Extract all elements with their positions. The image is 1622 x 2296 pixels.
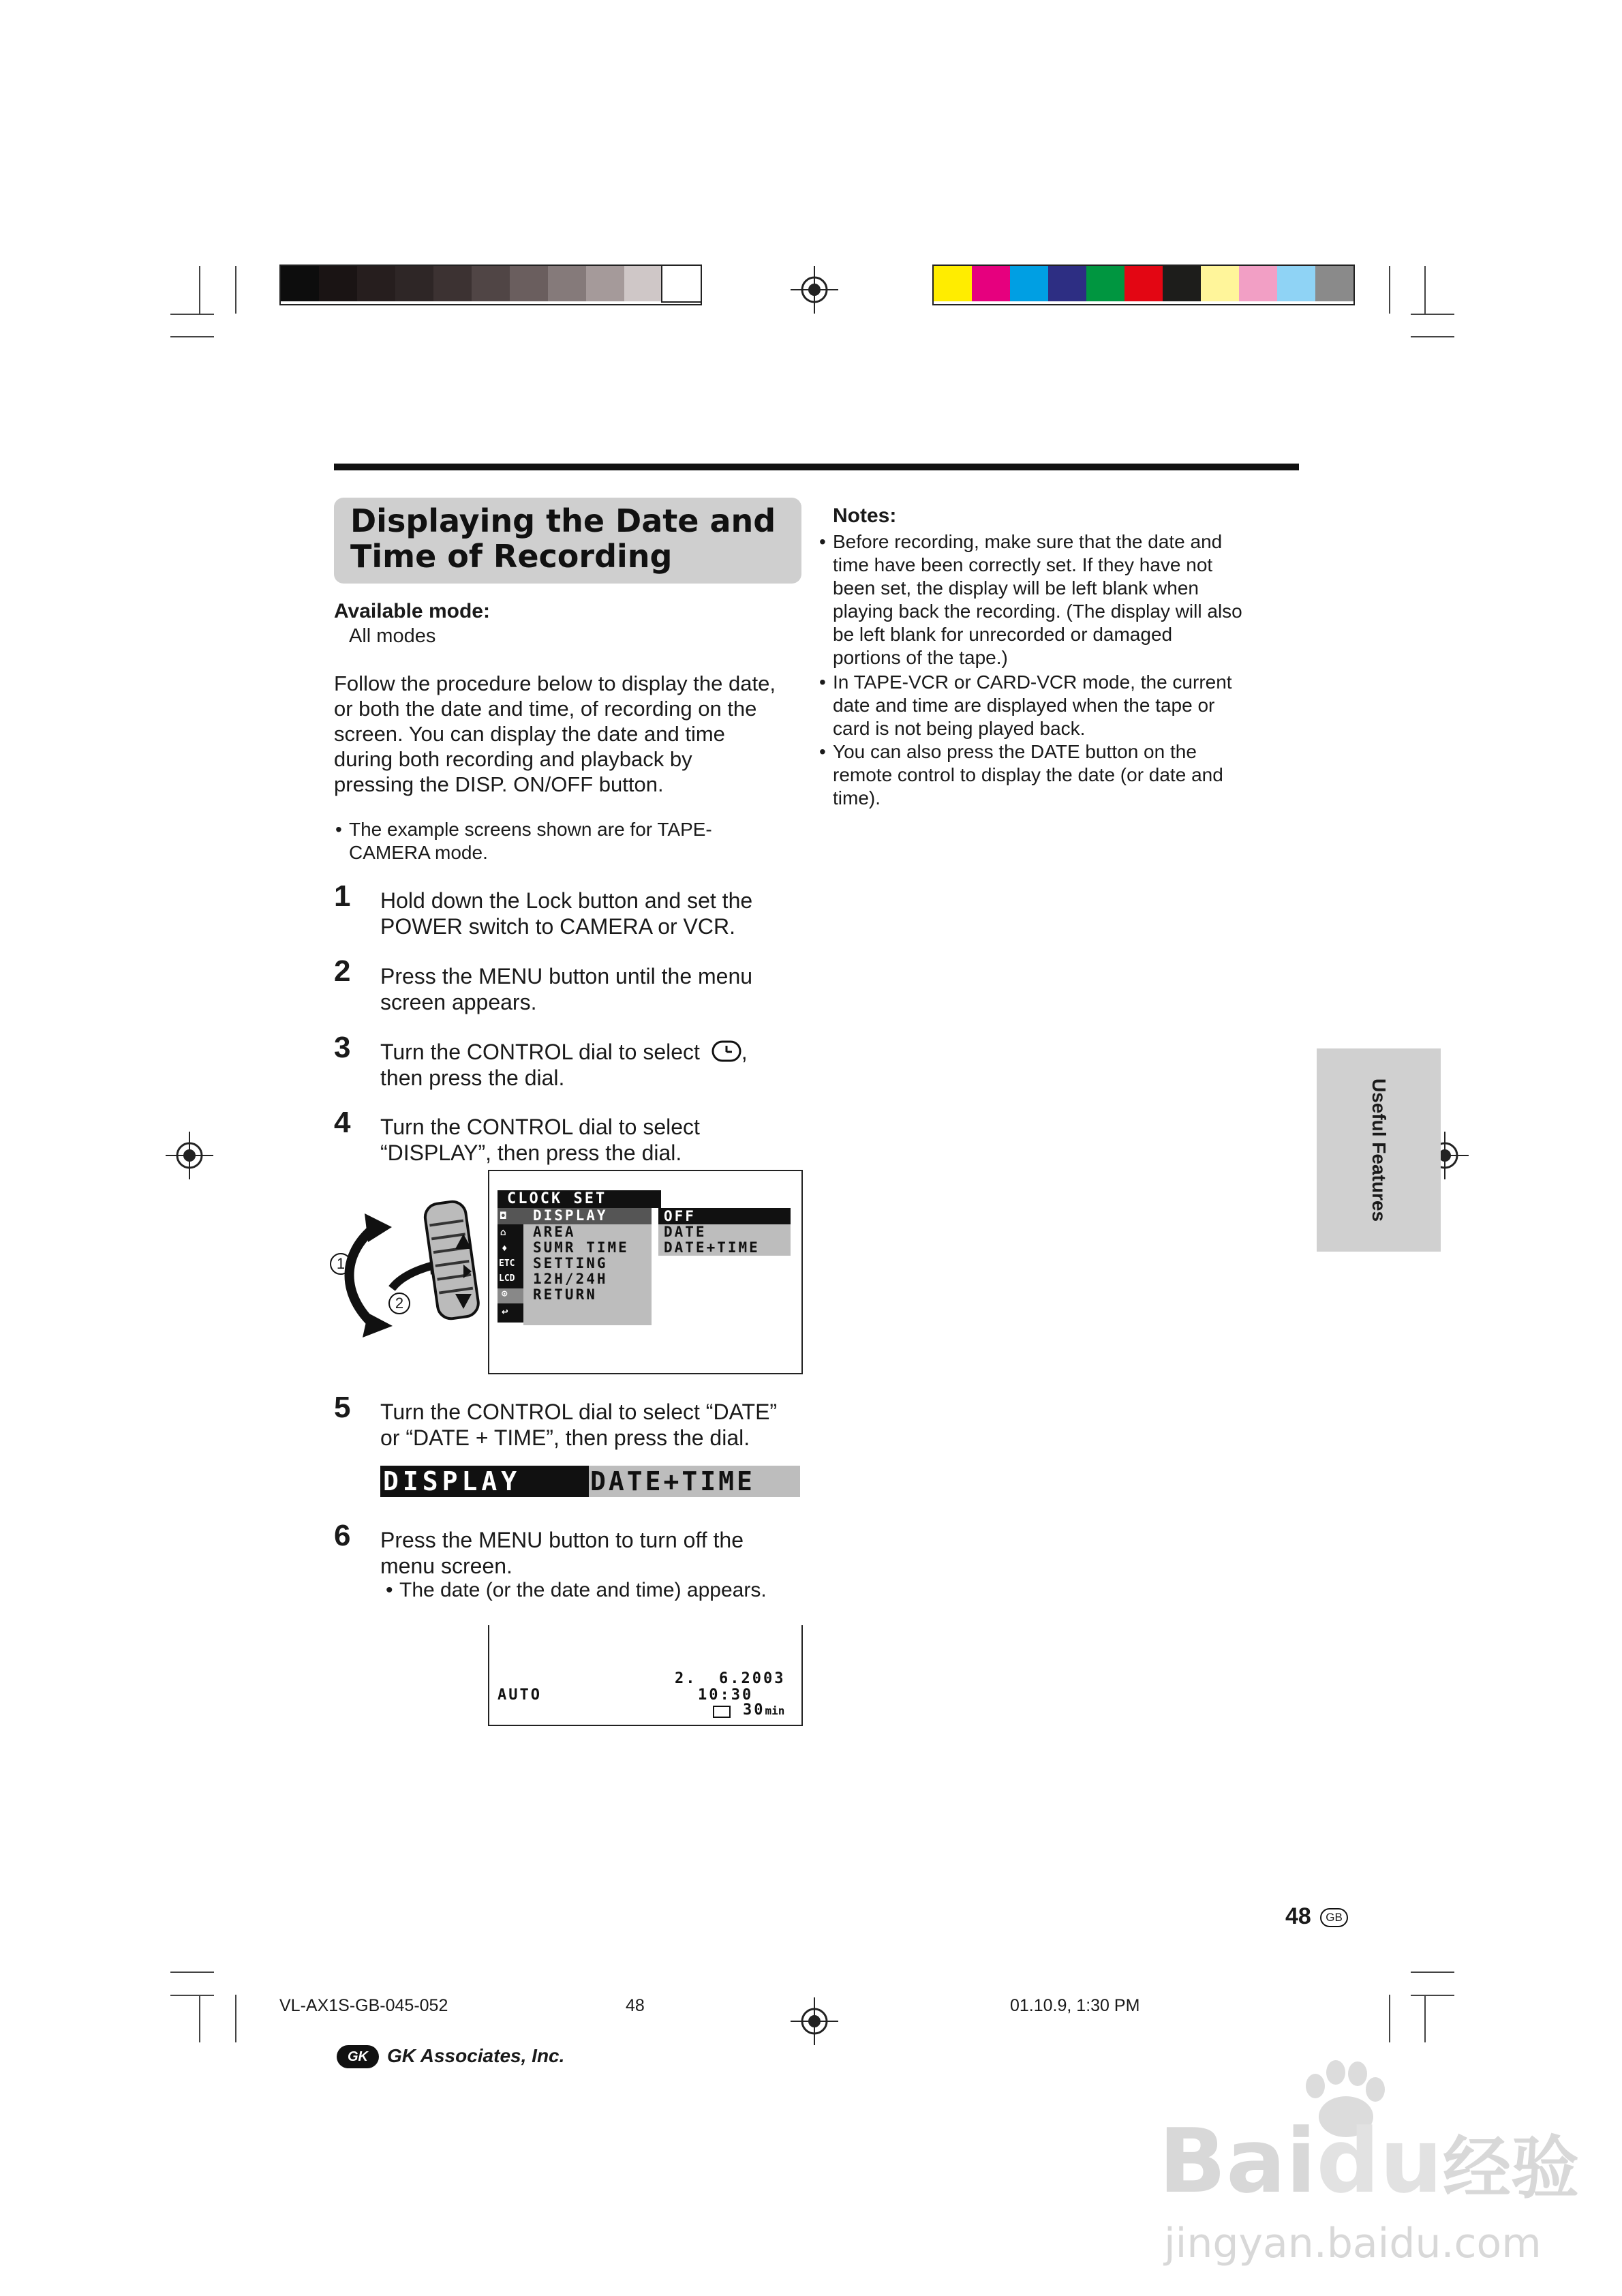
home-icon: ⌂ xyxy=(500,1227,508,1238)
note-line: remote control to display the date (or date and xyxy=(833,764,1223,785)
color-swatch xyxy=(624,266,662,301)
registration-mark-top-icon xyxy=(791,266,838,314)
menu-item-12h-24h: 12H/24H xyxy=(533,1271,608,1287)
color-swatch xyxy=(433,266,472,301)
registration-mark-bottom-icon xyxy=(791,1997,838,2045)
display-bar-right: DATE+TIME xyxy=(590,1466,755,1496)
available-mode-label: Available mode: xyxy=(334,600,490,622)
color-swatch xyxy=(395,266,433,301)
intro-text xyxy=(334,671,811,797)
etc-icon: ETC xyxy=(499,1258,515,1269)
watermark-text-2: du xyxy=(1316,2109,1443,2213)
step-text xyxy=(380,963,752,1015)
option-date-time: DATE+TIME xyxy=(664,1239,760,1256)
mic-icon: ♦ xyxy=(502,1243,510,1254)
intro-line: during both recording and playback by xyxy=(334,747,692,771)
note-item: • Before recording, make sure that the date and time have been correctly set. If they have not been set, the display will be left blank when playing back the recording. (The display will also be left blank for unrecorded or damaged portions of the tape.) xyxy=(833,530,1310,669)
return-icon: ↩ xyxy=(502,1305,510,1318)
color-swatch xyxy=(548,266,586,301)
color-swatch xyxy=(281,266,319,301)
dial-label-1: 1 xyxy=(330,1253,352,1275)
note-line: date and time are displayed when the tape or xyxy=(833,695,1215,716)
lcd-icon: LCD xyxy=(499,1273,515,1284)
step-number: 1 xyxy=(334,879,351,913)
intro-bullet-line: The example screens shown are for TAPE- xyxy=(349,819,712,840)
watermark-text-1: Bai xyxy=(1159,2109,1317,2213)
option-date: DATE xyxy=(664,1224,707,1240)
step-text xyxy=(380,888,752,939)
title-line-2: Time of Recording xyxy=(350,538,673,575)
color-swatch xyxy=(1239,266,1277,301)
watermark-url: jingyan.baidu.com xyxy=(1164,2220,1542,2267)
page-number xyxy=(1285,1903,1348,1930)
note-line: Before recording, make sure that the date and xyxy=(833,531,1223,552)
menu-screen xyxy=(488,1170,803,1374)
step-6-bullet-text: The date (or the date and time) appears. xyxy=(399,1579,767,1601)
color-swatch xyxy=(1277,266,1315,301)
step-6-bullet: • The date (or the date and time) appears. xyxy=(386,1579,767,1601)
intro-line: screen. You can display the date and time xyxy=(334,722,725,746)
gb-badge: GB xyxy=(1320,1908,1348,1927)
step-text xyxy=(380,1114,700,1166)
step-line: then press the dial. xyxy=(380,1066,565,1090)
intro-bullet-line: CAMERA mode. xyxy=(349,842,488,863)
step-line: Turn the CONTROL dial to select “DATE” xyxy=(380,1400,778,1424)
note-line: time). xyxy=(833,787,881,809)
display-bar-left: DISPLAY xyxy=(380,1466,589,1497)
footer-timestamp: 01.10.9, 1:30 PM xyxy=(1010,1996,1140,2015)
color-swatch xyxy=(357,266,395,301)
step-text xyxy=(380,1527,744,1579)
color-swatch xyxy=(1163,266,1201,301)
note-line: time have been correctly set. If they have not xyxy=(833,554,1213,575)
result-date: 2. 6.2003 xyxy=(675,1670,786,1687)
note-line: portions of the tape.) xyxy=(833,647,1008,668)
page-number-value: 48 xyxy=(1285,1903,1311,1929)
intro-line: Follow the procedure below to display the date, xyxy=(334,671,776,695)
color-swatch xyxy=(586,266,624,301)
note-line: In TAPE-VCR or CARD-VCR mode, the current xyxy=(833,671,1232,693)
title-line-1: Displaying the Date and xyxy=(350,502,776,539)
watermark xyxy=(1159,2059,1595,2277)
intro-line: pressing the DISP. ON/OFF button. xyxy=(334,772,664,796)
step-number: 5 xyxy=(334,1391,351,1424)
color-swatch xyxy=(319,266,357,301)
step-line: menu screen. xyxy=(380,1554,512,1578)
step-line: Turn the CONTROL dial to select xyxy=(380,1040,700,1064)
color-swatch xyxy=(1201,266,1239,301)
color-swatch xyxy=(972,266,1010,301)
tape-icon xyxy=(713,1706,731,1718)
footer-logo: GK Associates, Inc. xyxy=(387,2045,565,2066)
result-remaining xyxy=(743,1702,784,1719)
note-line: card is not being played back. xyxy=(833,718,1086,739)
intro-bullet: • The example screens shown are for TAPE- CAMERA mode. xyxy=(349,818,812,864)
camera-icon: ◘ xyxy=(500,1211,508,1222)
menu-title: CLOCK SET xyxy=(498,1190,661,1208)
step-line: Press the MENU button until the menu xyxy=(380,964,753,988)
note-line: been set, the display will be left blank when xyxy=(833,577,1199,599)
note-line: You can also press the DATE button on the xyxy=(833,741,1197,762)
registration-mark-left-icon xyxy=(166,1132,213,1179)
color-swatch xyxy=(472,266,510,301)
clock-icon xyxy=(711,1040,741,1062)
note-line: be left blank for unrecorded or damaged xyxy=(833,624,1173,645)
result-screen xyxy=(488,1625,803,1726)
step-number: 3 xyxy=(334,1031,351,1064)
available-mode-value: All modes xyxy=(349,625,436,647)
menu-item-return: RETURN xyxy=(533,1286,597,1303)
note-item: • In TAPE-VCR or CARD-VCR mode, the current date and time are displayed when the tape or card is not being played back. xyxy=(833,671,1310,740)
note-line: playing back the recording. (The display will also xyxy=(833,601,1242,622)
watermark-text-3: 经验 xyxy=(1442,2128,1579,2208)
color-swatch xyxy=(1124,266,1163,301)
color-swatch xyxy=(1010,266,1048,301)
footer-page: 48 xyxy=(626,1996,645,2015)
clock-menu-icon: ⊙ xyxy=(502,1288,510,1299)
step-line: screen appears. xyxy=(380,990,537,1014)
step-line: or “DATE + TIME”, then press the dial. xyxy=(380,1425,750,1450)
step-number: 2 xyxy=(334,954,351,988)
color-swatch xyxy=(1086,266,1124,301)
gk-logo-icon: GK xyxy=(337,2045,379,2068)
dial-label-2: 2 xyxy=(388,1293,410,1314)
step-line: Turn the CONTROL dial to select xyxy=(380,1115,700,1139)
color-swatch xyxy=(934,266,972,301)
top-rule xyxy=(334,464,1299,470)
intro-line: or both the date and time, of recording on the xyxy=(334,697,757,721)
page-title xyxy=(350,503,814,574)
option-off: OFF xyxy=(664,1208,696,1224)
step-text xyxy=(380,1039,748,1091)
step-line: POWER switch to CAMERA or VCR. xyxy=(380,914,735,939)
color-swatch xyxy=(510,266,548,301)
result-time: 10:30 xyxy=(698,1687,754,1704)
step-text xyxy=(380,1399,777,1451)
menu-item-sumr-time: SUMR TIME xyxy=(533,1239,629,1256)
step-line: Press the MENU button to turn off the xyxy=(380,1528,744,1552)
step-line: Hold down the Lock button and set the xyxy=(380,888,753,913)
color-swatch xyxy=(1315,266,1353,301)
menu-item-setting: SETTING xyxy=(533,1255,608,1271)
note-item: • You can also press the DATE button on the remote control to display the date (or date and time). xyxy=(833,740,1310,810)
footer-file: VL-AX1S-GB-045-052 xyxy=(279,1996,448,2015)
color-swatch xyxy=(1048,266,1086,301)
side-tab-label: Useful Features xyxy=(1368,1078,1390,1222)
result-mode: AUTO xyxy=(498,1687,542,1704)
step-suffix: , xyxy=(741,1040,748,1064)
step-number: 4 xyxy=(334,1106,351,1139)
menu-item-area: AREA xyxy=(533,1224,576,1240)
menu-item-display: DISPLAY xyxy=(533,1207,608,1224)
notes-title: Notes: xyxy=(833,504,897,527)
color-swatch xyxy=(662,266,701,301)
step-line: “DISPLAY”, then press the dial. xyxy=(380,1141,682,1165)
remaining-unit: min xyxy=(765,1704,785,1717)
step-number: 6 xyxy=(334,1519,351,1552)
display-bar xyxy=(380,1466,800,1497)
remaining-value: 30 xyxy=(743,1702,765,1719)
